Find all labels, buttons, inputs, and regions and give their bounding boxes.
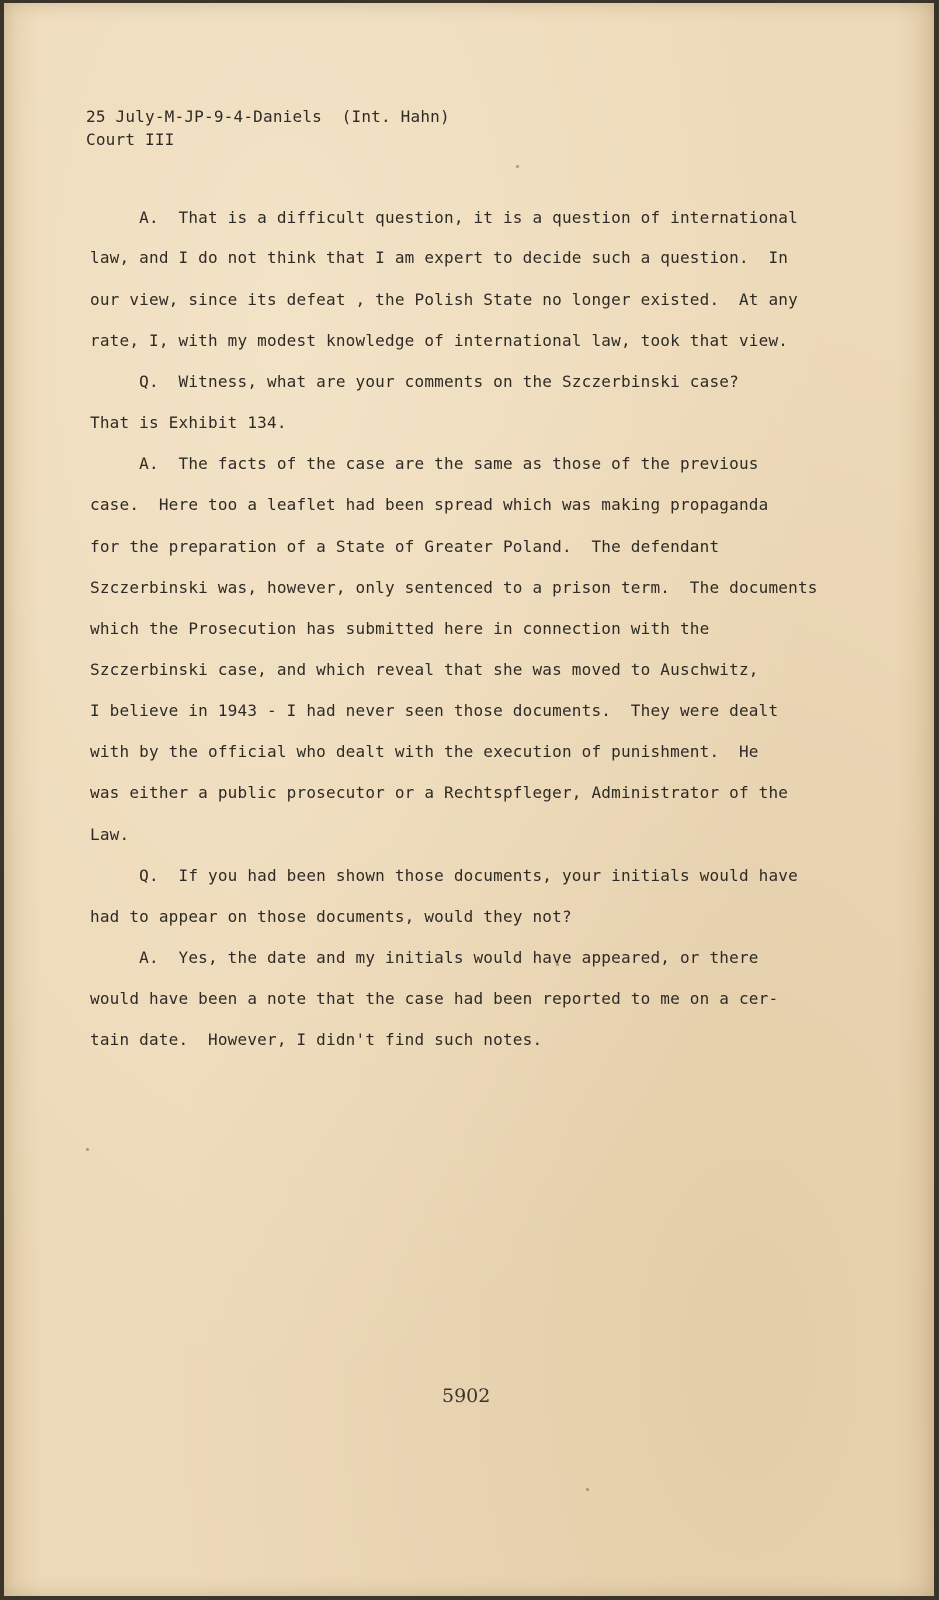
- text-line: our view, since its defeat , the Polish State no longer existed. At any: [90, 290, 798, 309]
- text-line: Q. If you had been shown those documents, your initials would have: [90, 866, 798, 885]
- text-line: tain date. However, I didn't find such notes.: [90, 1030, 543, 1049]
- text-line: A. That is a difficult question, it is a question of international: [90, 208, 798, 227]
- paper-speck: [556, 963, 559, 966]
- text-line: which the Prosecution has submitted here in connection with the: [90, 619, 710, 638]
- text-line: That is Exhibit 134.: [90, 413, 287, 432]
- text-line: A. Yes, the date and my initials would have appeared, or there: [90, 948, 759, 967]
- text-line: case. Here too a leaflet had been spread which was making propaganda: [90, 495, 769, 514]
- paper-speck: [586, 1488, 589, 1491]
- text-line: law, and I do not think that I am expert to decide such a question. In: [90, 248, 789, 267]
- header-case-line: 25 July-M-JP-9-4-Daniels (Int. Hahn): [86, 107, 450, 126]
- paper-speck: [516, 165, 519, 168]
- text-line: rate, I, with my modest knowledge of international law, took that view.: [90, 331, 789, 350]
- text-line: Szczerbinski case, and which reveal that she was moved to Auschwitz,: [90, 660, 759, 679]
- document-page: [4, 3, 934, 1596]
- text-line: Szczerbinski was, however, only sentenced to a prison term. The documents: [90, 578, 818, 597]
- text-line: I believe in 1943 - I had never seen those documents. They were dealt: [90, 701, 779, 720]
- page-number: 5902: [442, 1385, 491, 1407]
- text-line: A. The facts of the case are the same as those of the previous: [90, 454, 759, 473]
- text-line: with by the official who dealt with the execution of punishment. He: [90, 742, 759, 761]
- text-line: would have been a note that the case had been reported to me on a cer-: [90, 989, 779, 1008]
- text-line: Law.: [90, 825, 130, 844]
- paper-speck: [86, 1148, 89, 1151]
- text-line: was either a public prosecutor or a Rechtspfleger, Administrator of the: [90, 783, 789, 802]
- header-court-line: Court III: [86, 130, 175, 149]
- text-line: for the preparation of a State of Greater Poland. The defendant: [90, 537, 720, 556]
- text-line: Q. Witness, what are your comments on the Szczerbinski case?: [90, 372, 739, 391]
- text-line: had to appear on those documents, would they not?: [90, 907, 572, 926]
